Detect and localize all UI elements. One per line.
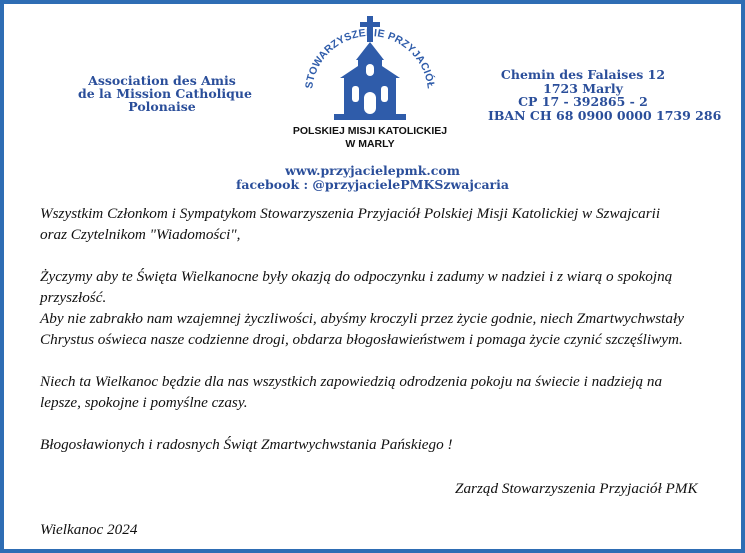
contact-iban: IBAN CH 68 0900 0000 1739 286 (488, 107, 722, 123)
paragraph-2-line-1: Aby nie zabrakło nam wzajemnej życzliwości, abyśmy kroczyli przez życie godnie, niech Zmartwychwstały (40, 310, 684, 327)
website-link[interactable]: www.przyjacielepmk.com (285, 163, 460, 178)
association-line-2: de la Mission Catholique (78, 86, 252, 101)
facebook-link[interactable]: facebook : @przyjacielePMKSzwajcaria (235, 177, 509, 192)
logo-line-2: W MARLY (345, 138, 395, 150)
association-name (78, 73, 252, 114)
web-links (200, 164, 545, 192)
signature: Zarząd Stowarzyszenia Przyjaciół PMK (455, 480, 698, 497)
greeting-line-1: Wszystkim Członkom i Sympatykom Stowarzyszenia Przyjaciół Polskiej Misji Katolickiej w Szwajcarii (40, 205, 661, 222)
letter-body (40, 203, 710, 455)
contact-details (488, 67, 722, 123)
logo-arc-text: STOWARZYSZE IE PRZYJACIÓŁ (303, 27, 437, 90)
contact-postal-account: CP 17 - 392865 - 2 (518, 94, 648, 109)
association-line-3: Polonaise (128, 99, 196, 114)
contact-city: 1723 Marly (543, 80, 623, 96)
association-logo (290, 12, 450, 154)
letter-date: Wielkanoc 2024 (40, 521, 138, 538)
association-line-1: Association des Amis (88, 73, 236, 88)
paragraph-1-line-2: przyszłość. (40, 289, 107, 306)
easter-wishes: Błogosławionych i radosnych Świąt Zmartwychwstania Pańskiego ! (40, 436, 453, 453)
contact-address: Chemin des Falaises 12 (500, 67, 666, 82)
greeting-line-2: oraz Czytelnikom "Wiadomości", (40, 226, 241, 243)
paragraph-3-line-2: lepsze, spokojne i pomyślne czasy. (40, 394, 248, 411)
paragraph-3-line-1: Niech ta Wielkanoc będzie dla nas wszystkich zapowiedzią odrodzenia pokoju na świecie i nadzieją na (40, 373, 663, 390)
logo-line-1: POLSKIEJ MISJI KATOLICKIEJ (292, 125, 448, 137)
paragraph-1-line-1: Życzymy aby te Święta Wielkanocne były okazją do odpoczynku i zadumy w nadziei i z wiarą o spokojną (40, 268, 673, 285)
paragraph-2-line-2: Chrystus oświeca nasze codzienne drogi, obdarza błogosławieństwem i pomaga życie czynić szczęśliwym. (40, 331, 683, 348)
